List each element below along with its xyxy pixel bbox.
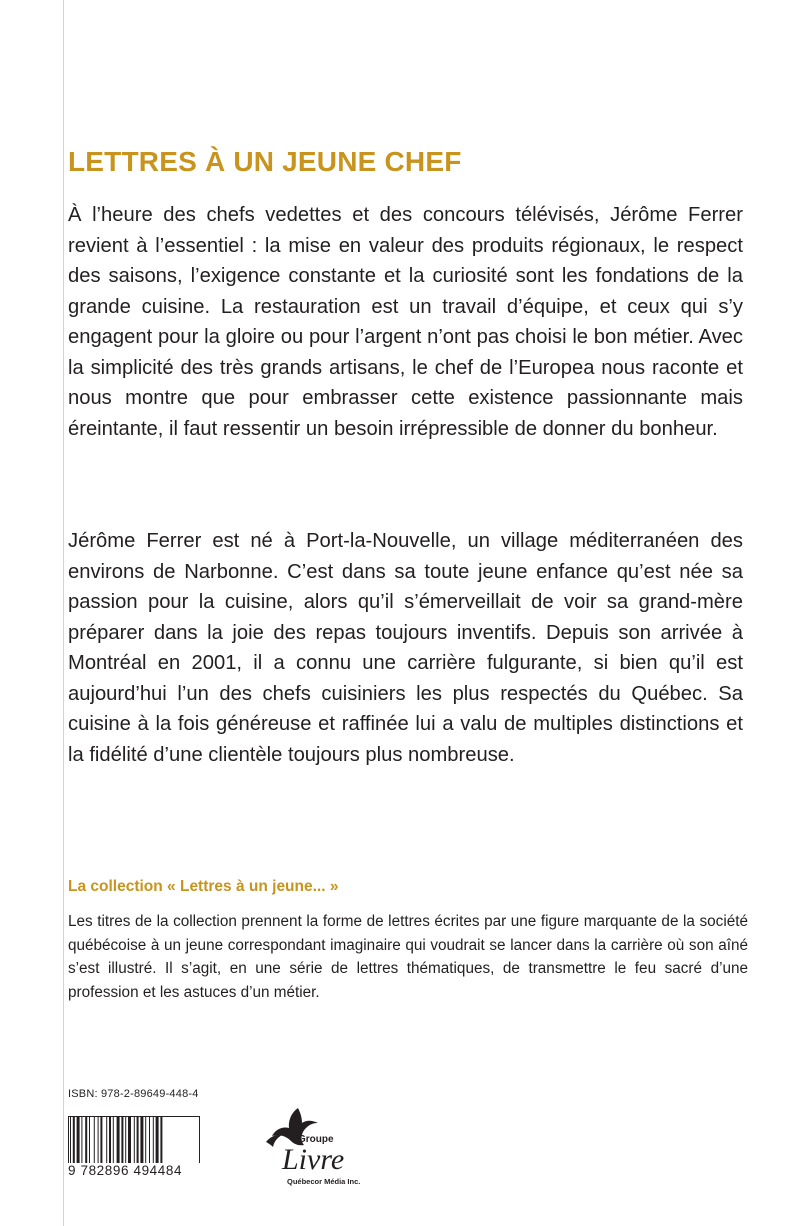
barcode-bar (70, 1116, 71, 1164)
barcode-bar (145, 1116, 146, 1164)
barcode-bar (81, 1116, 82, 1164)
barcode-bar (109, 1116, 111, 1164)
barcode-bar (117, 1116, 120, 1164)
barcode-bar (113, 1116, 114, 1164)
barcode-bar (156, 1116, 159, 1164)
barcode-bar (134, 1116, 135, 1164)
barcode-bar (153, 1116, 154, 1164)
barcode-bar (106, 1116, 107, 1164)
publisher-groupe: Groupe (298, 1134, 334, 1145)
barcode-bar (94, 1116, 95, 1164)
barcode-bar (89, 1116, 90, 1164)
barcode-bar (121, 1116, 123, 1164)
author-bio-paragraph: Jérôme Ferrer est né à Port-la-Nouvelle, un village méditerranéen des environs de Narbonne. C’est dans sa toute jeune enfance qu’est née sa passion pour la cuisine, alors qu’il s’émerveillait de voir sa grand-mère préparer dans la joie des repas toujours inventifs. Depuis son arrivée à Montréal en 2001, il a connu une carrière fulgurante, si bien qu’il est aujourd’hui l’un des chefs cuisiniers les plus respectés du Québec. Sa cuisine à la fois généreuse et raffinée lui a valu de multiples distinctions et la fidélité d’une clientèle toujours plus nombreuse. (68, 530, 743, 766)
barcode-bar (128, 1116, 131, 1164)
barcode-bar (77, 1116, 80, 1164)
publisher-subtitle: Québecor Média Inc. (287, 1177, 361, 1186)
spine-fold-line (63, 0, 64, 1226)
isbn-label: ISBN: 978-2-89649-448-4 (68, 1088, 199, 1100)
publisher-livre: Livre (282, 1143, 345, 1176)
barcode-bar (85, 1116, 87, 1164)
barcode-bar (100, 1116, 102, 1164)
barcode-bar (73, 1116, 75, 1164)
collection-description: Les titres de la collection prennent la forme de lettres écrites par une figure marquante de la société québécoise à un jeune correspondant imaginaire qui voudrait se lancer dans la carrière où son aîné s’est illustré. Il s’agit, en une série de lettres thématiques, de transmettre le feu sacré d’une profession et les astuces d’un métier. (68, 913, 748, 1001)
barcode-bar (149, 1116, 150, 1164)
barcode-bar (125, 1116, 126, 1164)
synopsis-paragraph: À l’heure des chefs vedettes et des concours télévisés, Jérôme Ferrer revient à l’essentiel : la mise en valeur des produits régionaux, le respect des saisons, l’exigence constante et la curiosité sont les fondations de la grande cuisine. La restauration est un travail d’équipe, et ceux qui s’y engagent pour la gloire ou pour l’argent n’ont pas choisi le bon métier. Avec la simplicité des très grands artisans, le chef de l’Europea nous raconte et nous montre que pour embrasser cette existence passionnante mais éreintante, il faut ressentir un besoin irrépressible de donner du bonheur. (68, 204, 743, 440)
barcode-bar (98, 1116, 99, 1164)
barcode-bar (160, 1116, 162, 1164)
barcode-bar (140, 1116, 143, 1164)
collection-heading: La collection « Lettres à un jeune... » (68, 878, 339, 895)
barcode-digits: 9 782896 494484 (68, 1163, 200, 1178)
barcode-bar (137, 1116, 139, 1164)
book-title: LETTRES À UN JEUNE CHEF (68, 146, 462, 177)
